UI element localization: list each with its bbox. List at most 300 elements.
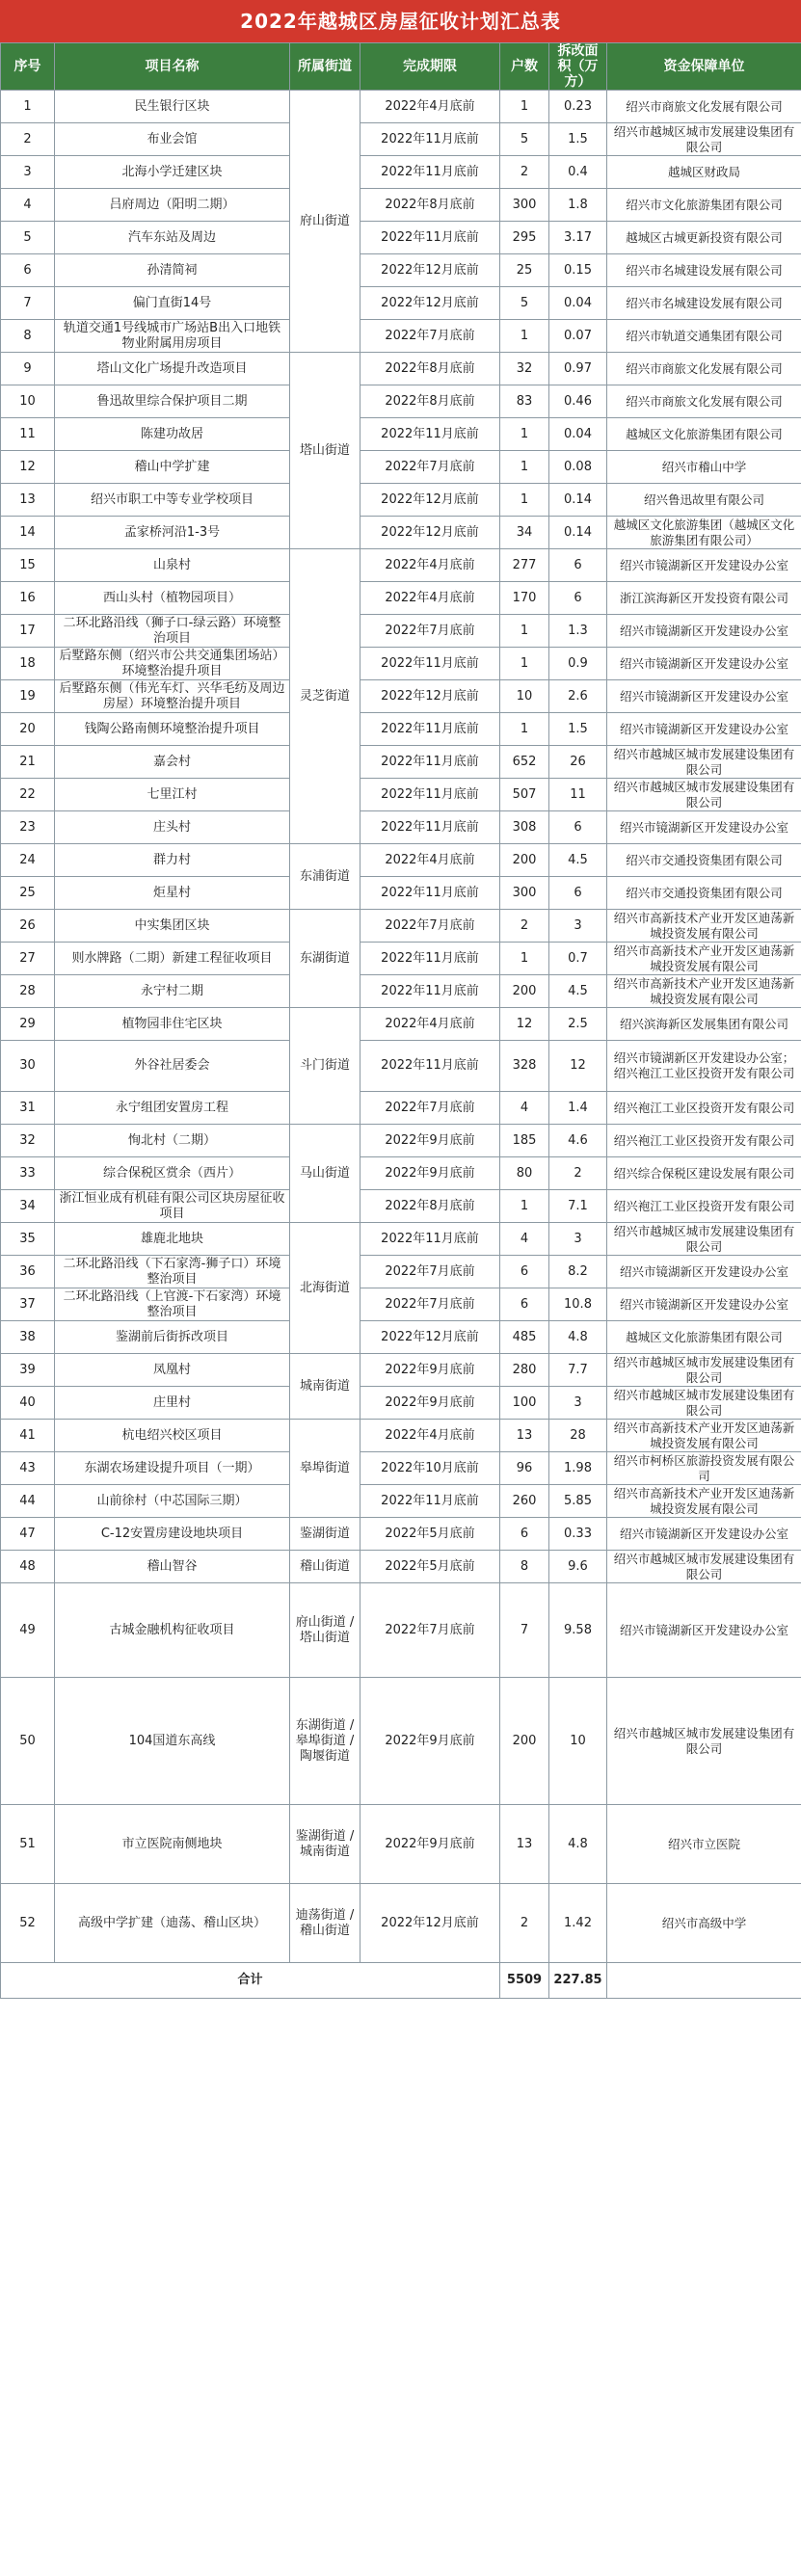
cell-street: 稽山街道 [290,1551,360,1583]
cell-no: 8 [1,320,55,353]
cell-name: 钱陶公路南侧环境整治提升项目 [55,713,290,746]
table-row [1,189,801,222]
cell-unit: 绍兴市越城区城市发展建设集团有限公司 [607,1354,801,1387]
cell-unit: 绍兴综合保税区建设发展有限公司 [607,1157,801,1190]
cell-deadline: 2022年9月底前 [360,1387,500,1420]
cell-households: 13 [500,1420,549,1452]
cell-unit: 越城区财政局 [607,156,801,189]
cell-deadline: 2022年11月底前 [360,1485,500,1518]
cell-deadline: 2022年11月底前 [360,877,500,910]
cell-no: 28 [1,975,55,1008]
table-row [1,549,801,582]
cell-households: 13 [500,1805,549,1884]
cell-street: 北海街道 [290,1223,360,1354]
cell-name: 中实集团区块 [55,910,290,943]
cell-street: 灵芝街道 [290,549,360,844]
table-row [1,1420,801,1452]
cell-unit: 绍兴市越城区城市发展建设集团有限公司 [607,1551,801,1583]
table-row [1,648,801,680]
table-row [1,877,801,910]
cell-deadline: 2022年9月底前 [360,1125,500,1157]
cell-name: 庄里村 [55,1387,290,1420]
cell-area: 0.97 [549,353,607,385]
cell-area: 1.5 [549,713,607,746]
cell-street: 府山街道 [290,91,360,353]
cell-households: 308 [500,811,549,844]
cell-street: 东湖街道 / 皋埠街道 / 陶堰街道 [290,1678,360,1805]
cell-name: 104国道东高线 [55,1678,290,1805]
table-row [1,1288,801,1321]
cell-area: 3 [549,1387,607,1420]
table-row [1,1452,801,1485]
cell-no: 24 [1,844,55,877]
cell-street: 东浦街道 [290,844,360,910]
cell-households: 300 [500,189,549,222]
cell-no: 16 [1,582,55,615]
cell-deadline: 2022年8月底前 [360,353,500,385]
cell-no: 40 [1,1387,55,1420]
cell-name: 综合保税区赏余（西片） [55,1157,290,1190]
cell-unit: 绍兴市镜湖新区开发建设办公室 [607,713,801,746]
cell-no: 33 [1,1157,55,1190]
cell-deadline: 2022年4月底前 [360,844,500,877]
cell-name: 西山头村（植物园项目） [55,582,290,615]
col-header-name: 项目名称 [55,43,290,91]
cell-street: 斗门街道 [290,1008,360,1125]
cell-area: 0.33 [549,1518,607,1551]
cell-name: 则水牌路（二期）新建工程征收项目 [55,943,290,975]
total-label: 合计 [1,1963,500,1999]
cell-deadline: 2022年12月底前 [360,254,500,287]
cell-households: 6 [500,1288,549,1321]
cell-area: 0.23 [549,91,607,123]
cell-households: 6 [500,1256,549,1288]
cell-no: 47 [1,1518,55,1551]
table-row [1,1805,801,1884]
cell-no: 1 [1,91,55,123]
cell-name: 后墅路东侧（伟光车灯、兴华毛纺及周边房屋）环境整治提升项目 [55,680,290,713]
cell-street: 城南街道 [290,1354,360,1420]
cell-name: 嘉会村 [55,746,290,779]
cell-area: 6 [549,877,607,910]
table-row [1,385,801,418]
cell-no: 9 [1,353,55,385]
cell-unit: 绍兴市高新技术产业开发区迪荡新城投资发展有限公司 [607,975,801,1008]
cell-unit: 绍兴市镜湖新区开发建设办公室 [607,1583,801,1678]
cell-name: 浙江恒业成有机硅有限公司区块房屋征收项目 [55,1190,290,1223]
cell-no: 21 [1,746,55,779]
cell-households: 507 [500,779,549,811]
cell-no: 41 [1,1420,55,1452]
cell-area: 2.5 [549,1008,607,1041]
table-row [1,418,801,451]
cell-deadline: 2022年11月底前 [360,222,500,254]
cell-deadline: 2022年7月底前 [360,1583,500,1678]
cell-unit: 绍兴市高新技术产业开发区迪荡新城投资发展有限公司 [607,910,801,943]
table-row [1,91,801,123]
cell-area: 4.8 [549,1321,607,1354]
cell-area: 1.4 [549,1092,607,1125]
cell-unit: 绍兴市高新技术产业开发区迪荡新城投资发展有限公司 [607,943,801,975]
cell-no: 7 [1,287,55,320]
table-row [1,943,801,975]
table-row [1,353,801,385]
cell-households: 80 [500,1157,549,1190]
cell-deadline: 2022年12月底前 [360,1321,500,1354]
cell-area: 5.85 [549,1485,607,1518]
cell-name: 炬星村 [55,877,290,910]
cell-households: 8 [500,1551,549,1583]
cell-deadline: 2022年7月底前 [360,1288,500,1321]
cell-name: 山前徐村（中芯国际三期） [55,1485,290,1518]
table-row [1,746,801,779]
cell-households: 652 [500,746,549,779]
table-row [1,1354,801,1387]
cell-deadline: 2022年11月底前 [360,975,500,1008]
cell-households: 1 [500,320,549,353]
cell-deadline: 2022年11月底前 [360,648,500,680]
cell-unit: 绍兴袍江工业区投资开发有限公司 [607,1125,801,1157]
cell-no: 5 [1,222,55,254]
total-area: 227.85 [549,1963,607,1999]
cell-unit: 绍兴市镜湖新区开发建设办公室 [607,1256,801,1288]
cell-name: 二环北路沿线（上官渡-下石家湾）环境整治项目 [55,1288,290,1321]
cell-deadline: 2022年11月底前 [360,943,500,975]
cell-area: 12 [549,1041,607,1092]
table-row [1,680,801,713]
cell-name: 孟家桥河沿1-3号 [55,517,290,549]
table-row [1,1518,801,1551]
cell-area: 10.8 [549,1288,607,1321]
cell-deadline: 2022年11月底前 [360,713,500,746]
cell-street: 鉴湖街道 [290,1518,360,1551]
cell-unit: 绍兴市高新技术产业开发区迪荡新城投资发展有限公司 [607,1420,801,1452]
cell-street: 皋埠街道 [290,1420,360,1518]
table-row [1,1256,801,1288]
cell-no: 26 [1,910,55,943]
cell-deadline: 2022年5月底前 [360,1551,500,1583]
cell-no: 27 [1,943,55,975]
cell-deadline: 2022年7月底前 [360,1092,500,1125]
table-row [1,713,801,746]
cell-households: 25 [500,254,549,287]
cell-name: 吕府周边（阳明二期） [55,189,290,222]
cell-area: 0.04 [549,287,607,320]
cell-deadline: 2022年12月底前 [360,1884,500,1963]
cell-no: 52 [1,1884,55,1963]
cell-unit: 绍兴市镜湖新区开发建设办公室 [607,648,801,680]
table-row [1,156,801,189]
cell-households: 277 [500,549,549,582]
cell-area: 0.7 [549,943,607,975]
table-row [1,222,801,254]
cell-name: 市立医院南侧地块 [55,1805,290,1884]
cell-households: 295 [500,222,549,254]
table-row [1,123,801,156]
cell-name: 外谷社居委会 [55,1041,290,1092]
cell-no: 6 [1,254,55,287]
cell-area: 0.08 [549,451,607,484]
cell-unit: 越城区文化旅游集团（越城区文化旅游集团有限公司） [607,517,801,549]
cell-area: 9.6 [549,1551,607,1583]
cell-area: 6 [549,811,607,844]
cell-unit: 绍兴市越城区城市发展建设集团有限公司 [607,1387,801,1420]
cell-name: 孙清简祠 [55,254,290,287]
cell-no: 15 [1,549,55,582]
cell-households: 5 [500,287,549,320]
total-unit-empty [607,1963,801,1999]
cell-deadline: 2022年7月底前 [360,320,500,353]
cell-area: 1.8 [549,189,607,222]
table-row [1,1190,801,1223]
cell-street: 东湖街道 [290,910,360,1008]
cell-deadline: 2022年9月底前 [360,1354,500,1387]
cell-area: 28 [549,1420,607,1452]
cell-deadline: 2022年4月底前 [360,1008,500,1041]
table-row [1,975,801,1008]
cell-area: 10 [549,1678,607,1805]
cell-no: 30 [1,1041,55,1092]
cell-households: 1 [500,943,549,975]
table-row [1,1583,801,1678]
cell-unit: 绍兴市稽山中学 [607,451,801,484]
cell-name: 鲁迅故里综合保护项目二期 [55,385,290,418]
cell-households: 260 [500,1485,549,1518]
cell-unit: 绍兴滨海新区发展集团有限公司 [607,1008,801,1041]
table-row [1,1092,801,1125]
cell-unit: 越城区古城更新投资有限公司 [607,222,801,254]
cell-deadline: 2022年8月底前 [360,385,500,418]
table-row [1,1485,801,1518]
cell-unit: 绍兴市立医院 [607,1805,801,1884]
cell-area: 6 [549,582,607,615]
cell-area: 0.14 [549,484,607,517]
cell-area: 9.58 [549,1583,607,1678]
cell-name: 山泉村 [55,549,290,582]
cell-no: 32 [1,1125,55,1157]
cell-name: 永宁组团安置房工程 [55,1092,290,1125]
table-row [1,1678,801,1805]
col-header-area: 拆改面积（万方） [549,43,607,91]
table-title: 2022年越城区房屋征收计划汇总表 [0,0,801,42]
col-header-deadline: 完成期限 [360,43,500,91]
cell-name: 布业会馆 [55,123,290,156]
total-row [1,1963,801,1999]
col-header-no: 序号 [1,43,55,91]
table-row [1,254,801,287]
cell-area: 1.98 [549,1452,607,1485]
cell-unit: 越城区文化旅游集团有限公司 [607,418,801,451]
cell-no: 2 [1,123,55,156]
cell-unit: 绍兴市高级中学 [607,1884,801,1963]
cell-name: 七里江村 [55,779,290,811]
cell-no: 11 [1,418,55,451]
cell-area: 1.3 [549,615,607,648]
table-row [1,910,801,943]
cell-deadline: 2022年4月底前 [360,549,500,582]
cell-no: 14 [1,517,55,549]
cell-deadline: 2022年11月底前 [360,156,500,189]
cell-unit: 绍兴市商旅文化发展有限公司 [607,353,801,385]
cell-unit: 绍兴市镜湖新区开发建设办公室 [607,680,801,713]
cell-unit: 绍兴市名城建设发展有限公司 [607,287,801,320]
cell-deadline: 2022年5月底前 [360,1518,500,1551]
cell-deadline: 2022年4月底前 [360,582,500,615]
cell-area: 11 [549,779,607,811]
cell-street: 府山街道 / 塔山街道 [290,1583,360,1678]
cell-deadline: 2022年11月底前 [360,746,500,779]
table-row [1,1008,801,1041]
cell-name: 恂北村（二期） [55,1125,290,1157]
cell-households: 280 [500,1354,549,1387]
cell-no: 23 [1,811,55,844]
cell-deadline: 2022年8月底前 [360,1190,500,1223]
cell-unit: 绍兴市镜湖新区开发建设办公室 [607,615,801,648]
cell-area: 0.46 [549,385,607,418]
cell-households: 1 [500,484,549,517]
cell-deadline: 2022年11月底前 [360,123,500,156]
table-row [1,1387,801,1420]
cell-name: 稽山中学扩建 [55,451,290,484]
cell-unit: 绍兴市越城区城市发展建设集团有限公司 [607,1223,801,1256]
cell-area: 7.1 [549,1190,607,1223]
cell-unit: 绍兴市镜湖新区开发建设办公室 [607,549,801,582]
cell-households: 1 [500,648,549,680]
cell-unit: 绍兴市越城区城市发展建设集团有限公司 [607,779,801,811]
cell-deadline: 2022年9月底前 [360,1157,500,1190]
table-row [1,779,801,811]
table-row [1,615,801,648]
cell-no: 36 [1,1256,55,1288]
cell-area: 0.07 [549,320,607,353]
cell-no: 19 [1,680,55,713]
table-row [1,582,801,615]
cell-households: 6 [500,1518,549,1551]
cell-households: 12 [500,1008,549,1041]
summary-table [0,42,801,1999]
cell-households: 4 [500,1223,549,1256]
cell-no: 13 [1,484,55,517]
table-row [1,1041,801,1092]
cell-households: 7 [500,1583,549,1678]
cell-name: 庄头村 [55,811,290,844]
cell-name: 陈建功故居 [55,418,290,451]
cell-name: 东湖农场建设提升项目（一期） [55,1452,290,1485]
cell-unit: 绍兴市越城区城市发展建设集团有限公司 [607,1678,801,1805]
cell-name: 后墅路东侧（绍兴市公共交通集团场站）环境整治提升项目 [55,648,290,680]
cell-name: 雄鹿北地块 [55,1223,290,1256]
cell-name: C-12安置房建设地块项目 [55,1518,290,1551]
cell-name: 二环北路沿线（狮子口-绿云路）环境整治项目 [55,615,290,648]
table-row [1,1321,801,1354]
cell-no: 34 [1,1190,55,1223]
cell-area: 3.17 [549,222,607,254]
cell-unit: 绍兴市商旅文化发展有限公司 [607,91,801,123]
table-row [1,811,801,844]
cell-households: 4 [500,1092,549,1125]
cell-area: 4.5 [549,975,607,1008]
cell-households: 10 [500,680,549,713]
cell-households: 2 [500,156,549,189]
cell-name: 群力村 [55,844,290,877]
cell-name: 杭电绍兴校区项目 [55,1420,290,1452]
cell-deadline: 2022年7月底前 [360,910,500,943]
cell-households: 1 [500,615,549,648]
table-row [1,1884,801,1963]
cell-area: 6 [549,549,607,582]
cell-area: 0.14 [549,517,607,549]
cell-no: 20 [1,713,55,746]
cell-households: 1 [500,1190,549,1223]
table-row [1,1223,801,1256]
cell-area: 4.5 [549,844,607,877]
cell-name: 塔山文化广场提升改造项目 [55,353,290,385]
cell-households: 200 [500,1678,549,1805]
cell-name: 凤凰村 [55,1354,290,1387]
cell-households: 96 [500,1452,549,1485]
cell-area: 4.6 [549,1125,607,1157]
cell-area: 0.04 [549,418,607,451]
cell-no: 10 [1,385,55,418]
cell-households: 2 [500,910,549,943]
cell-no: 4 [1,189,55,222]
cell-area: 4.8 [549,1805,607,1884]
cell-name: 偏门直街14号 [55,287,290,320]
cell-households: 100 [500,1387,549,1420]
cell-households: 300 [500,877,549,910]
cell-no: 3 [1,156,55,189]
table-row [1,320,801,353]
cell-name: 古城金融机构征收项目 [55,1583,290,1678]
table-row [1,844,801,877]
total-households: 5509 [500,1963,549,1999]
cell-deadline: 2022年11月底前 [360,1223,500,1256]
cell-households: 1 [500,713,549,746]
cell-households: 185 [500,1125,549,1157]
cell-unit: 绍兴市镜湖新区开发建设办公室 [607,1518,801,1551]
cell-unit: 绍兴市轨道交通集团有限公司 [607,320,801,353]
cell-households: 83 [500,385,549,418]
cell-households: 328 [500,1041,549,1092]
cell-no: 12 [1,451,55,484]
cell-unit: 绍兴市镜湖新区开发建设办公室 [607,811,801,844]
cell-name: 鉴湖前后街拆改项目 [55,1321,290,1354]
cell-street: 迪荡街道 / 稽山街道 [290,1884,360,1963]
cell-street: 塔山街道 [290,353,360,549]
cell-area: 8.2 [549,1256,607,1288]
cell-area: 0.9 [549,648,607,680]
cell-no: 49 [1,1583,55,1678]
cell-no: 31 [1,1092,55,1125]
cell-name: 高级中学扩建（迪荡、稽山区块） [55,1884,290,1963]
cell-deadline: 2022年9月底前 [360,1678,500,1805]
cell-area: 3 [549,1223,607,1256]
cell-households: 5 [500,123,549,156]
cell-area: 26 [549,746,607,779]
table-row [1,484,801,517]
cell-no: 44 [1,1485,55,1518]
cell-deadline: 2022年11月底前 [360,418,500,451]
cell-no: 25 [1,877,55,910]
cell-area: 2.6 [549,680,607,713]
cell-deadline: 2022年8月底前 [360,189,500,222]
cell-name: 稽山智谷 [55,1551,290,1583]
cell-area: 0.15 [549,254,607,287]
table-row [1,517,801,549]
cell-unit: 绍兴市名城建设发展有限公司 [607,254,801,287]
cell-name: 轨道交通1号线城市广场站B出入口地铁物业附属用房项目 [55,320,290,353]
cell-unit: 绍兴袍江工业区投资开发有限公司 [607,1092,801,1125]
